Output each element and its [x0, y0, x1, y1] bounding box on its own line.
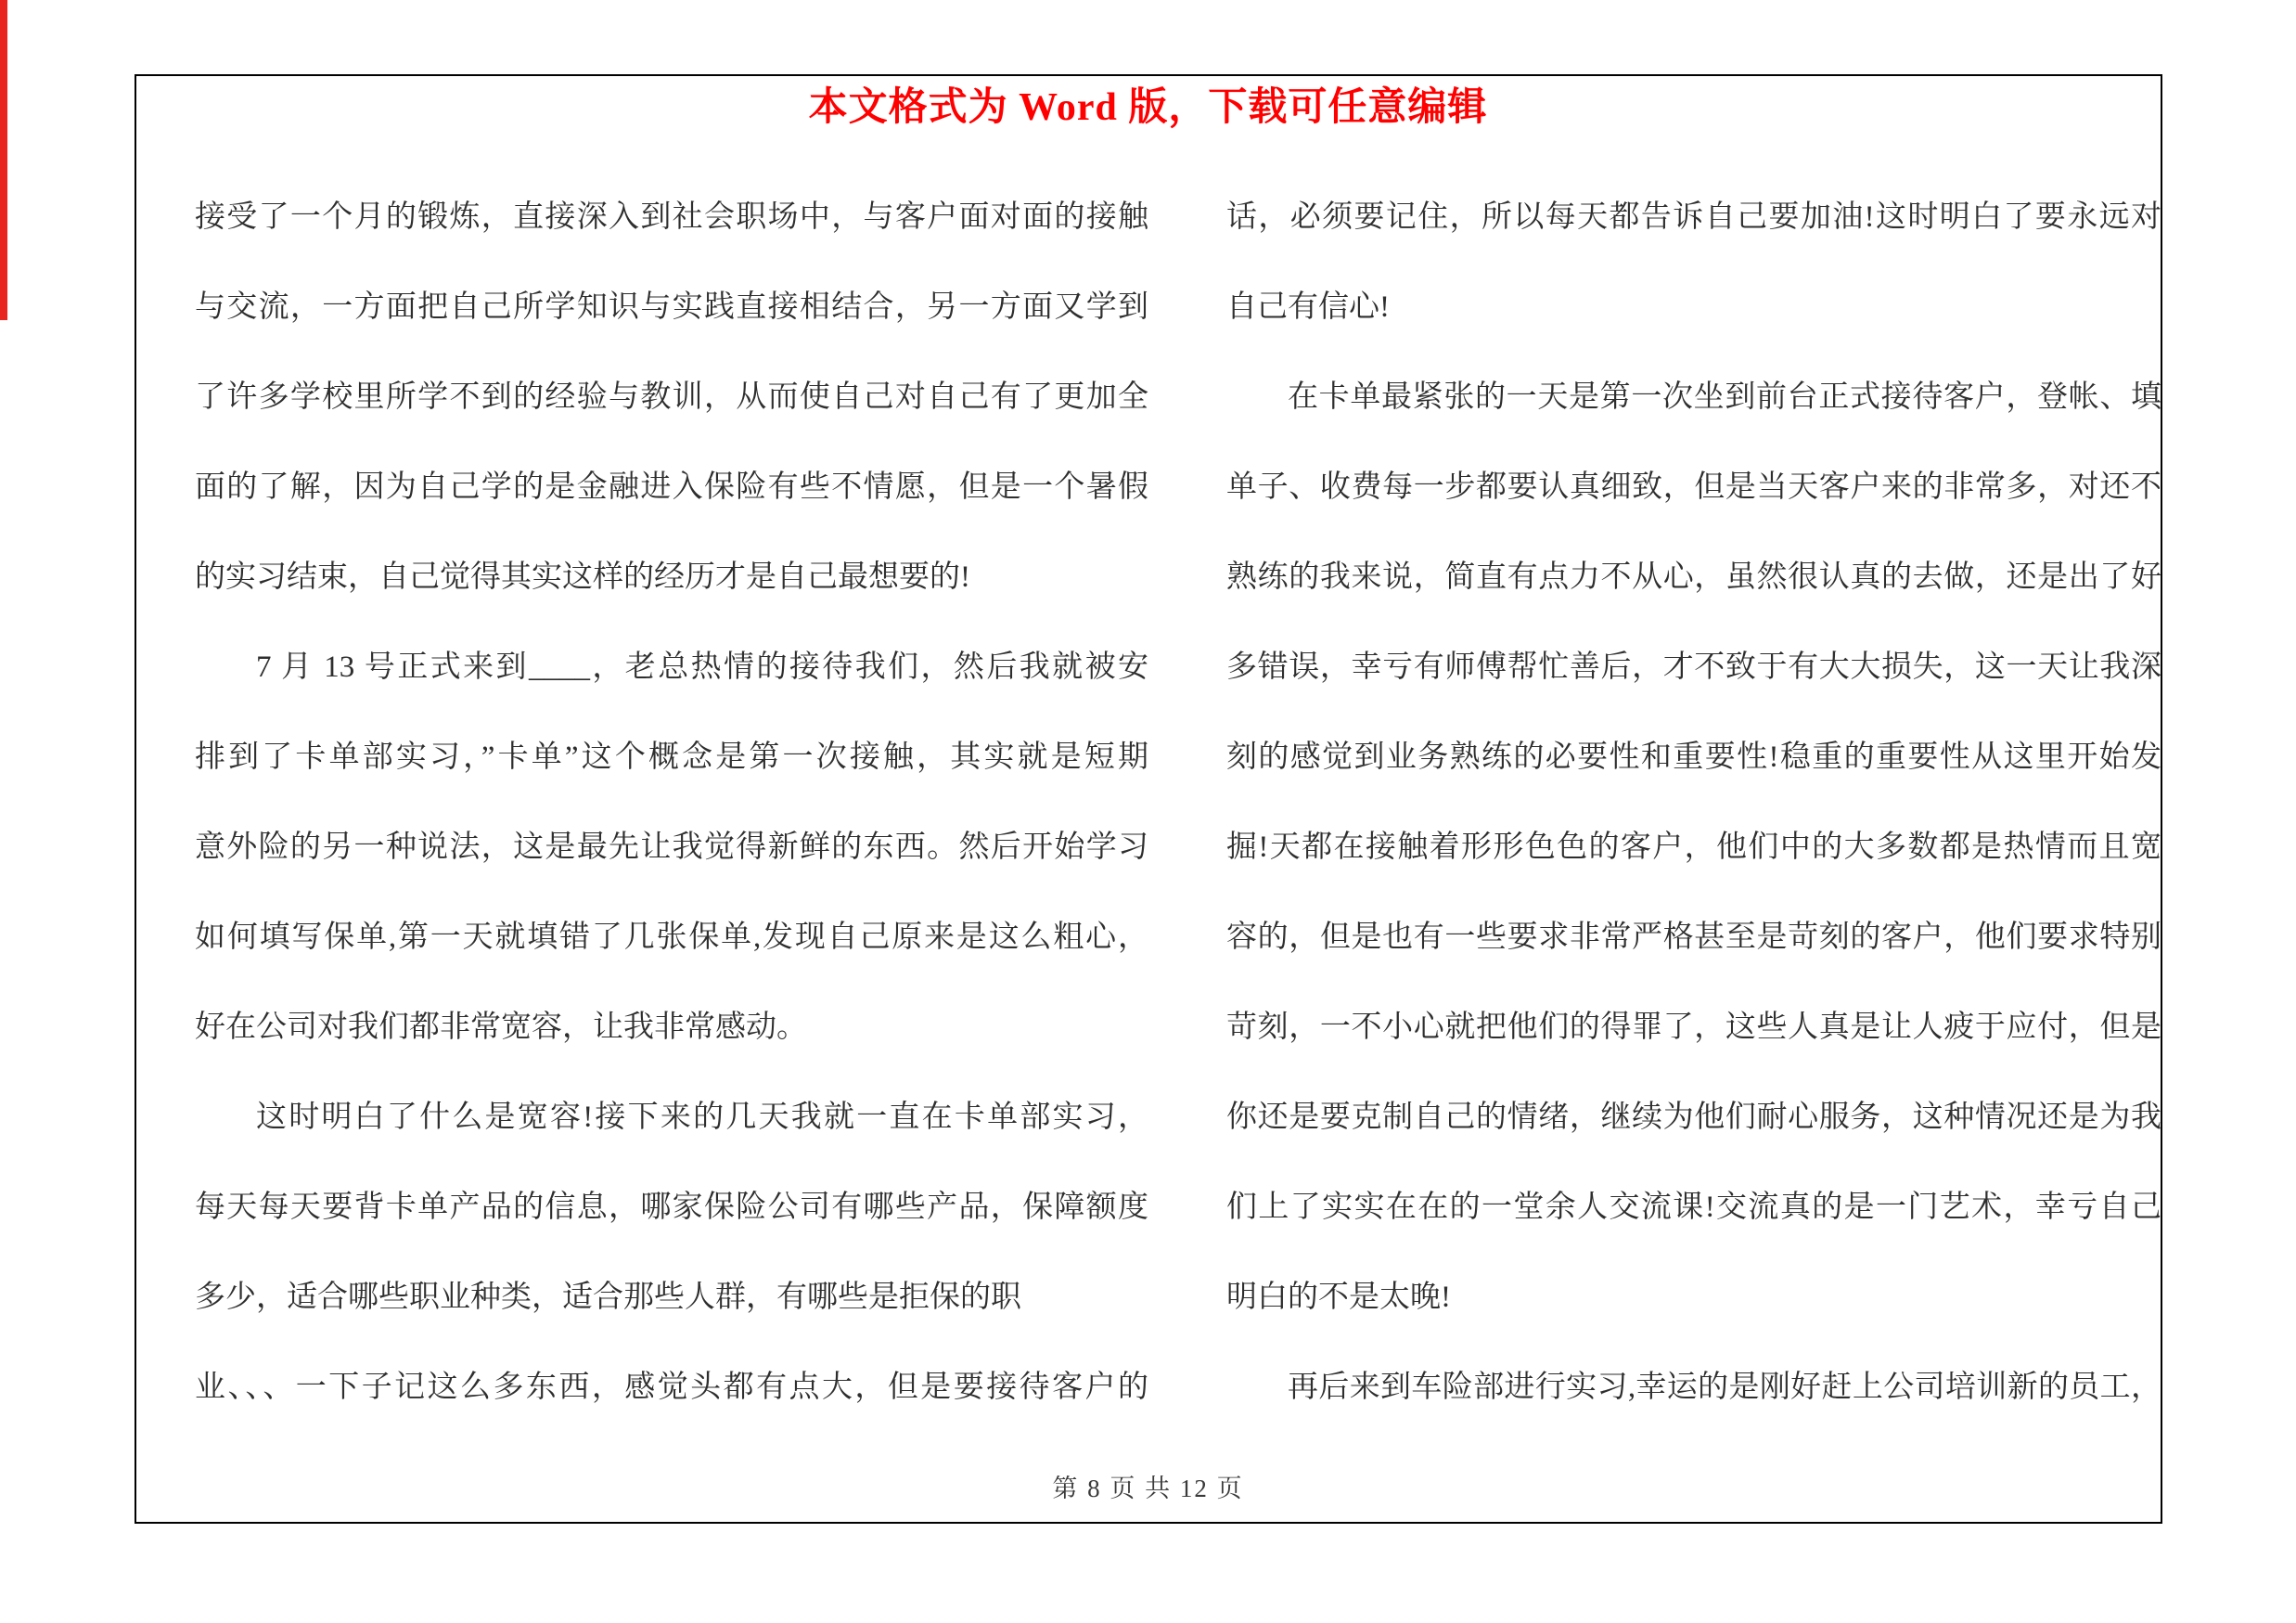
text-line: 接受了一个月的锻炼，直接深入到社会职场中，与客户面对面的接触 — [195, 200, 1148, 234]
left-edge-accent-bar — [0, 0, 7, 320]
text-line: 掘!天都在接触着形形色色的客户，他们中的大多数都是热情而且宽 — [1226, 831, 2161, 864]
text-line: 在卡单最紧张的一天是第一次坐到前台正式接待客户，登帐、填 — [1288, 380, 2161, 414]
page-number: 第 8 页 共 12 页 — [1052, 1475, 1244, 1502]
text-line: 多少，适合哪些职业种类，适合那些人群，有哪些是拒保的职 — [195, 1281, 1021, 1314]
text-line: 如何填写保单,第一天就填错了几张保单,发现自己原来是这么粗心， — [195, 921, 1148, 954]
text-line: 话，必须要记住，所以每天都告诉自己要加油!这时明白了要永远对 — [1226, 200, 2161, 234]
text-line: 刻的感觉到业务熟练的必要性和重要性!稳重的重要性从这里开始发 — [1226, 741, 2161, 774]
text-line: 7 月 13 号正式来到____，老总热情的接待我们，然后我就被安 — [256, 650, 1148, 684]
text-line: 好在公司对我们都非常宽容，让我非常感动。 — [195, 1011, 807, 1044]
text-column-left — [195, 173, 1148, 1433]
text-line: 单子、收费每一步都要认真细致，但是当天客户来的非常多，对还不 — [1226, 470, 2161, 504]
download-notice: 本文格式为 Word 版，下载可任意编辑 — [808, 86, 1488, 129]
text-line: 明白的不是太晚! — [1226, 1281, 1451, 1314]
text-line: 熟练的我来说，简直有点力不从心，虽然很认真的去做，还是出了好 — [1226, 560, 2161, 594]
text-line: 排到了卡单部实习，”卡单”这个概念是第一次接触，其实就是短期 — [195, 741, 1148, 774]
text-line: 自己有信心! — [1226, 290, 1390, 324]
text-line: 多错误，幸亏有师傅帮忙善后，才不致于有大大损失，这一天让我深 — [1226, 650, 2161, 684]
text-line: 苛刻，一不小心就把他们的得罪了，这些人真是让人疲于应付，但是 — [1226, 1011, 2161, 1044]
text-line: 与交流，一方面把自己所学知识与实践直接相结合，另一方面又学到 — [195, 290, 1148, 324]
text-column-right — [1226, 173, 2161, 1433]
text-line: 这时明白了什么是宽容!接下来的几天我就一直在卡单部实习， — [256, 1101, 1148, 1134]
text-line: 容的，但是也有一些要求非常严格甚至是苛刻的客户，他们要求特别 — [1226, 921, 2161, 954]
text-line: 们上了实实在在的一堂余人交流课!交流真的是一门艺术，幸亏自己 — [1226, 1191, 2161, 1224]
text-line: 你还是要克制自己的情绪，继续为他们耐心服务，这种情况还是为我 — [1226, 1101, 2161, 1134]
text-line: 意外险的另一种说法，这是最先让我觉得新鲜的东西。然后开始学习 — [195, 831, 1148, 864]
text-line: 面的了解，因为自己学的是金融进入保险有些不情愿，但是一个暑假 — [195, 470, 1148, 504]
text-line: 的实习结束，自己觉得其实这样的经历才是自己最想要的! — [195, 560, 970, 594]
text-line: 业、、、一下子记这么多东西，感觉头都有点大，但是要接待客户的 — [195, 1371, 1148, 1404]
text-line: 每天每天要背卡单产品的信息，哪家保险公司有哪些产品，保障额度 — [195, 1191, 1148, 1224]
text-line: 再后来到车险部进行实习,幸运的是刚好赶上公司培训新的员工， — [1288, 1371, 2161, 1404]
text-line: 了许多学校里所学不到的经验与教训，从而使自己对自己有了更加全 — [195, 380, 1148, 414]
